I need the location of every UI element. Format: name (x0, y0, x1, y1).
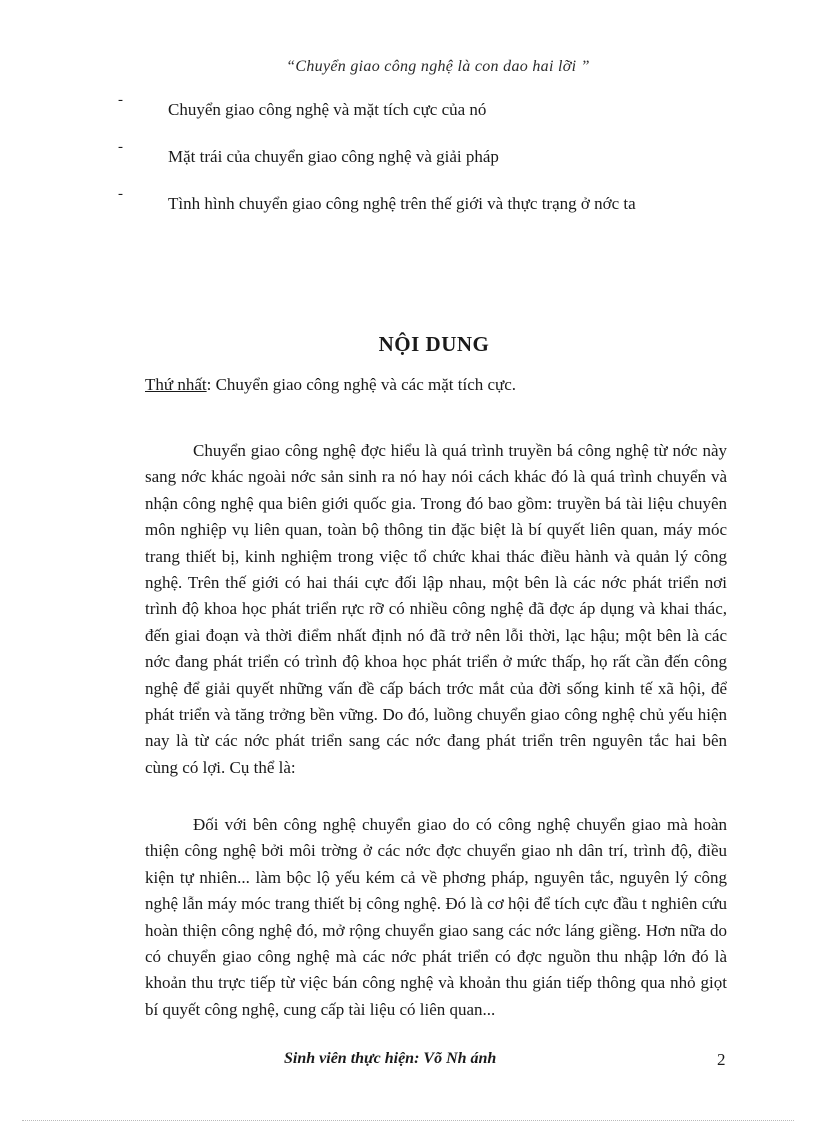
subsection-text: : Chuyển giao công nghệ và các mặt tích cực. (206, 375, 517, 394)
list-item-text: Tình hình chuyển giao công nghệ trên thế giới và thực trạng ở nớc ta (168, 194, 636, 213)
subsection-heading (145, 375, 516, 395)
page-number: 2 (717, 1050, 726, 1069)
list-item (118, 92, 758, 143)
footer-author: Sinh viên thực hiện: Võ Nh ánh (284, 1050, 497, 1067)
body-paragraph: Chuyển giao công nghệ đợc hiểu là quá trình truyền bá công nghệ từ nớc này sang nớc khác ngoài nớc sản sinh ra nó hay nói cách khác đó là quá trình chuyển và nhận công nghệ qua biên giới quốc gia. Trong đó bao gồm: truyền bá tài liệu chuyên môn nghiệp vụ liên quan, toàn bộ thông tin đặc biệt là bí quyết liên quan, máy móc trang thiết bị, kinh nghiệm trong việc tổ chức khai thác điều hành và quản lý công nghệ. Trên thế giới có hai thái cực đối lập nhau, một bên là các nớc phát triển nơi trình độ khoa học phát triển rực rỡ có nhiều công nghệ đã đợc áp dụng và khai thác, đến giai đoạn và thời điểm nhất định nó đã trở nên lỗi thời, lạc hậu; một bên là các nớc đang phát triển có trình độ khoa học phát triển ở mức thấp, họ rất cần đến công nghệ để giải quyết những vấn đề cấp bách trớc mắt của đời sống kinh tế xã hội, để phát triển và tăng trởng bền vững. Do đó, luồng chuyển giao công nghệ chủ yếu hiện nay là từ các nớc phát triển sang các nớc đang phát triển trên nguyên tắc hai bên cùng có lợi. Cụ thể là: (145, 441, 727, 777)
list-item (118, 139, 758, 190)
bullet-list (118, 92, 758, 237)
bullet-marker: - (118, 139, 123, 155)
bullet-marker: - (118, 92, 123, 108)
bullet-marker: - (118, 186, 123, 202)
section-title: NỘI DUNG (378, 332, 490, 356)
page-bottom-divider (22, 1120, 794, 1121)
list-item-text: Chuyển giao công nghệ và mặt tích cực của nó (168, 100, 487, 119)
body-paragraph: Đối với bên công nghệ chuyển giao do có công nghệ chuyển giao mà hoàn thiện công nghệ bởi môi trờng ở các nớc đợc chuyển giao nh dân trí, trình độ, điều kiện tự nhiên... làm bộc lộ yếu kém cả về phơng pháp, nguyên tắc, nguyên lý công nghệ lẫn máy móc trang thiết bị công nghệ. Đó là cơ hội để tích cực đầu t nghiên cứu hoàn thiện công nghệ đó, mở rộng chuyển giao sang các nớc láng giềng. Hơn nữa do có chuyển giao công nghệ mà các nớc phát triển có đợc nguồn thu nhập lớn đó là khoản thu trực tiếp từ việc bán công nghệ và khoản thu gián tiếp thông qua nhỏ giọt bí quyết công nghệ, cung cấp tài liệu có liên quan... (145, 815, 727, 1019)
running-header: “Chuyển giao công nghệ là con dao hai lỡi ” (286, 58, 590, 75)
subsection-label: Thứ nhất (145, 375, 207, 394)
list-item (118, 186, 758, 237)
list-item-text: Mặt trái của chuyển giao công nghệ và giải pháp (168, 147, 499, 166)
